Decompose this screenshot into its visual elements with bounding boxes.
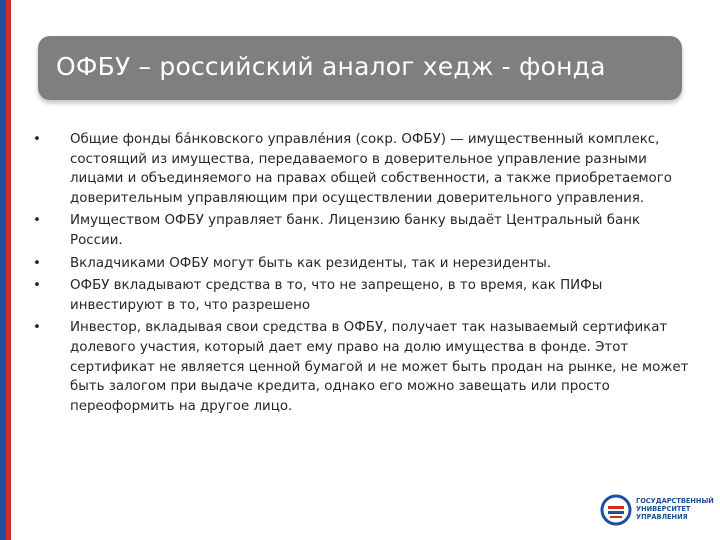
list-item-text: Имуществом ОФБУ управляет банк. Лицензию банку выдаёт Центральный банк России. [70, 213, 641, 248]
logo-line-1: ГОСУДАРСТВЕННЫЙ [636, 497, 714, 505]
list-item-text: Общие фонды ба́нковского управле́ния (сокр. ОФБУ) — имущественный комплекс, состоящий из имущества, передаваемого в доверительное управление разными лицами и объединяемого на правах общей собственности, а также приобретаемого доверительным управляющим при осуществлении доверительного управления. [70, 132, 672, 206]
logo-line-2: УНИВЕРСИТЕТ [636, 505, 691, 513]
list-item-text: Инвестор, вкладывая свои средства в ОФБУ, получает так называемый сертификат долевого участия, который дает ему право на долю имущества в фонде. Этот сертификат не является ценной бумагой и не может быть продан на рынке, не может быть залогом при выдаче кредита, однако его можно завещать или просто переоформить на другое лицо. [70, 320, 689, 414]
bullet-marker: • [33, 255, 41, 271]
list-item [30, 254, 696, 274]
university-logo [600, 494, 714, 524]
bullet-marker: • [33, 213, 41, 229]
logo-line-3: УПРАВЛЕНИЯ [636, 513, 688, 521]
bullet-marker: • [33, 320, 41, 336]
list-item [30, 211, 696, 250]
title-banner [38, 36, 682, 100]
list-item-text: ОФБУ вкладывают средства в то, что не запрещено, в то время, как ПИФы инвестируют в то, что разрешено [70, 278, 603, 313]
university-logo-icon [600, 494, 632, 526]
left-accent-bar-red [6, 0, 11, 540]
slide-title: ОФБУ – российский аналог хедж - фонда [56, 52, 606, 81]
university-logo-text [636, 497, 714, 521]
list-item-text: Вкладчиками ОФБУ могут быть как резиденты, так и нерезиденты. [70, 255, 552, 271]
list-item [30, 318, 696, 416]
bullet-marker: • [33, 132, 41, 147]
list-item [30, 130, 696, 208]
bullet-marker: • [33, 278, 41, 294]
bullet-list [30, 130, 696, 419]
list-item [30, 276, 696, 315]
